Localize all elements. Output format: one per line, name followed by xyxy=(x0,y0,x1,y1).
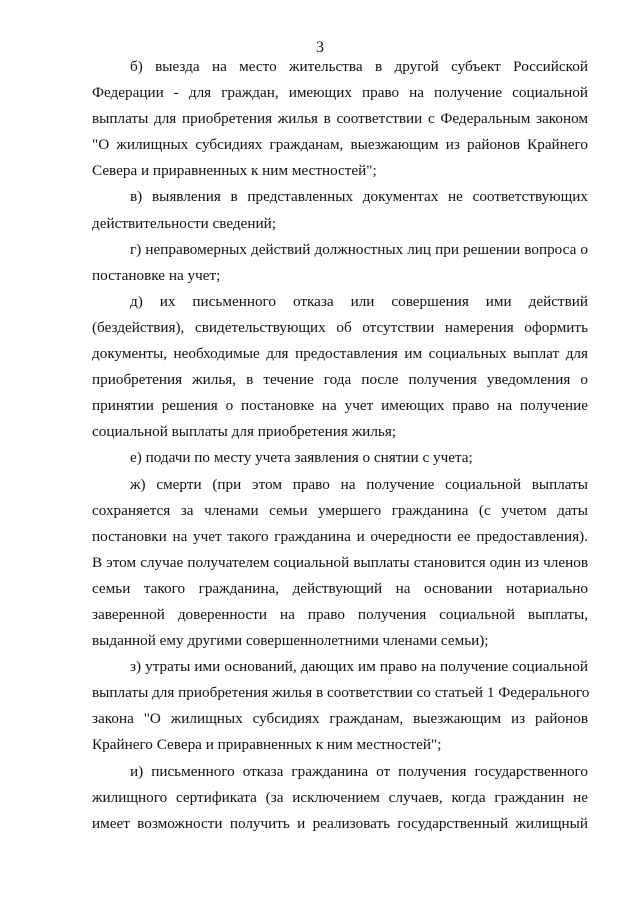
paragraph-z xyxy=(92,654,588,758)
text-line: выплаты для приобретения жилья в соответствии со статьей 1 Федерального xyxy=(92,684,590,702)
text-line: сохраняется за членами семьи умершего гражданина (с учетом даты xyxy=(92,501,588,519)
paragraph-i xyxy=(92,759,588,837)
text-line: и) письменного отказа гражданина от получения государственного xyxy=(130,762,588,780)
text-line: заверенной доверенности на право получения социальной выплаты, xyxy=(92,605,588,623)
text-line: закона "О жилищных субсидиях гражданам, выезжающим из районов xyxy=(92,710,588,728)
text-line: жилищного сертификата (за исключением случаев, когда гражданин не xyxy=(92,788,588,806)
text-line: д) их письменного отказа или совершения ими действий xyxy=(130,292,588,310)
text-line: г) неправомерных действий должностных лиц при решении вопроса о xyxy=(130,240,588,258)
text-line: принятии решения о постановке на учет имеющих право на получение xyxy=(92,397,588,415)
text-line: з) утраты ими оснований, дающих им право на получение социальной xyxy=(130,658,588,676)
text-line: (бездействия), свидетельствующих об отсутствии намерения оформить xyxy=(92,318,588,336)
paragraph-zh xyxy=(92,472,588,655)
page-number: 3 xyxy=(316,39,324,56)
text-line: в) выявления в представленных документах не соответствующих xyxy=(130,188,588,206)
text-line: "О жилищных субсидиях гражданам, выезжающим из районов Крайнего xyxy=(92,136,588,154)
paragraph-v xyxy=(92,184,588,236)
text-line: выплаты для приобретения жилья в соответствии с Федеральным законом xyxy=(92,110,588,128)
text-line: Севера и приравненных к ним местностей"; xyxy=(92,162,377,180)
text-line: документы, необходимые для предоставления им социальных выплат для xyxy=(92,345,588,363)
text-line: имеет возможности получить и реализовать государственный жилищный xyxy=(92,814,588,832)
text-line: е) подачи по месту учета заявления о снятии с учета; xyxy=(130,449,473,467)
text-line: В этом случае получателем социальной выплаты становится один из членов xyxy=(92,553,588,571)
text-line: выданной ему другими совершеннолетними членами семьи); xyxy=(92,632,489,650)
text-line: постановке на учет; xyxy=(92,266,221,284)
text-line: б) выезда на место жительства в другой субъект Российской xyxy=(130,58,588,75)
text-line: Крайнего Севера и приравненных к ним местностей"; xyxy=(92,736,442,754)
paragraph-g xyxy=(92,237,588,289)
paragraph-d xyxy=(92,289,588,446)
paragraph-b xyxy=(92,54,588,184)
text-line: действительности сведений; xyxy=(92,214,276,232)
text-line: Федерации - для граждан, имеющих право на получение социальной xyxy=(92,84,588,102)
text-line: семьи такого гражданина, действующий на основании нотариально xyxy=(92,579,588,597)
text-line: ж) смерти (при этом право на получение социальной выплаты xyxy=(130,475,588,493)
text-line: социальной выплаты для приобретения жилья; xyxy=(92,423,397,441)
paragraph-e xyxy=(92,445,588,471)
document-body xyxy=(92,54,588,837)
text-line: постановки на учет такого гражданина и очередности ее предоставления). xyxy=(92,527,588,545)
text-line: приобретения жилья, в течение года после получения уведомления о xyxy=(92,371,588,389)
